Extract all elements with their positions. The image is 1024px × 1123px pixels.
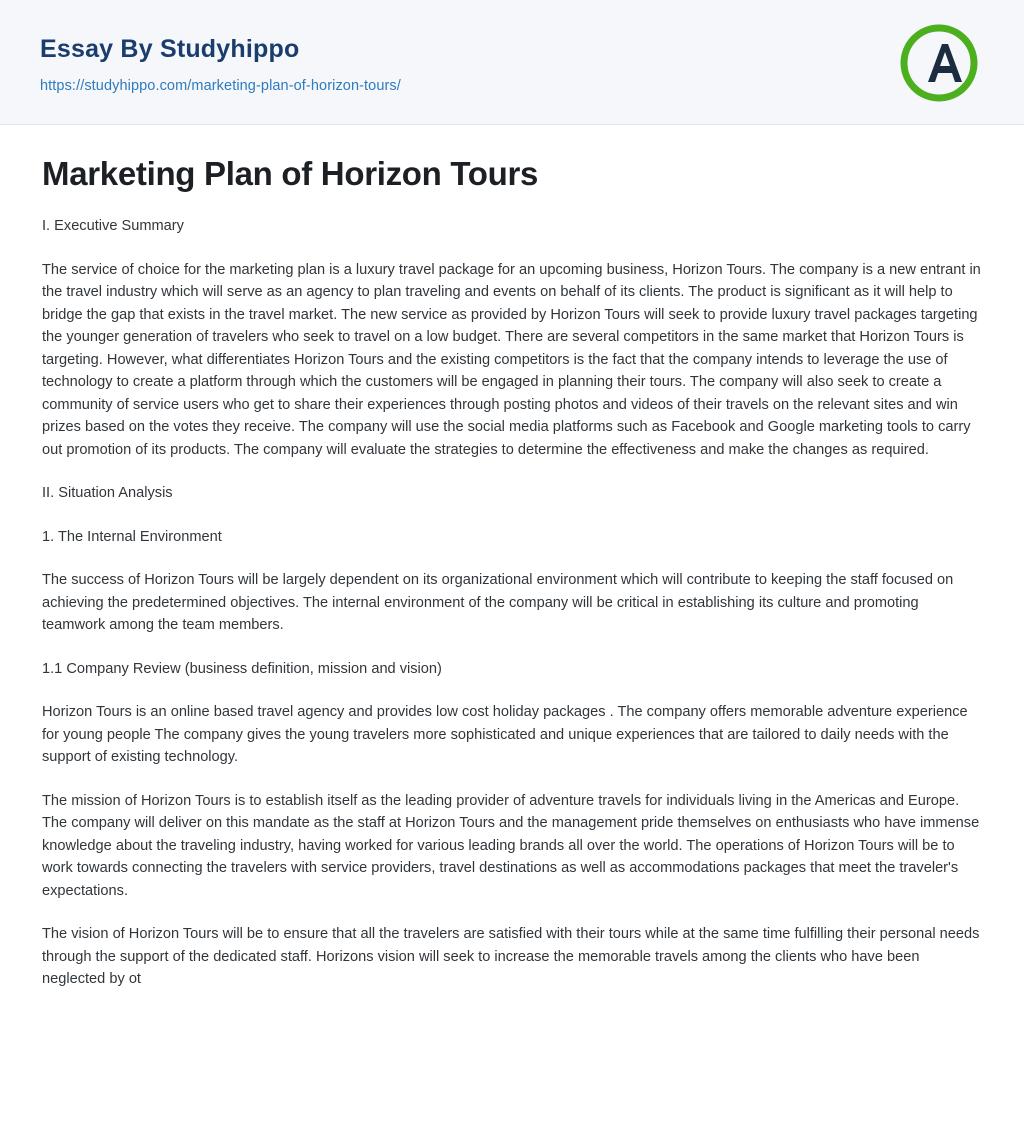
site-header xyxy=(0,0,1024,125)
paragraph-5: 1.1 Company Review (business definition, mission and vision) xyxy=(42,660,442,677)
paragraph-2: II. Situation Analysis xyxy=(42,485,173,501)
paragraph-3: 1. The Internal Environment xyxy=(42,528,222,545)
paragraph-8: The vision of Horizon Tours will be to ensure that all the travelers are satisfied with their tours while at the same time fulfilling their personal needs through the support of the dedicated staff. Horizons vision will seek to increase the memorable travels among the clients who have been neglected by ot xyxy=(42,926,980,987)
page-title: Marketing Plan of Horizon Tours xyxy=(42,155,539,192)
bottom-fade xyxy=(0,1083,1024,1123)
studyhippo-a-logo-icon xyxy=(898,22,980,104)
document-content xyxy=(0,125,1024,991)
paragraph-1: The service of choice for the marketing plan is a luxury travel package for an upcoming business, Horizon Tours. The company is a new entrant in the travel industry which will serve as an agency to plan traveling and events on behalf of its clients. The product is significant as it will help to bridge the gap that exists in the travel market. The new service as provided by Horizon Tours will seek to provide luxury travel packages targeting the younger generation of travelers who seek to travel on a low budget. There are several competitors in the same market that Horizon Tours is targeting. However, what differentiates Horizon Tours and the existing competitors is the fact that the company intends to leverage the use of technology to create a platform through which the customers will be engaged in planning their tours. The company will also seek to create a community of service users who get to share their experiences through posting photos and videos of their travels on the relevant sites and win prizes based on the votes they receive. The company will use the social media platforms such as Facebook and Google marketing tools to carry out promotion of its products. The company will evaluate the strategies to determine the effectiveness and make the changes as required. xyxy=(42,261,981,458)
paragraph-4: The success of Horizon Tours will be largely dependent on its organizational environment which will contribute to keeping the staff focused on achieving the predetermined objectives. The internal environment of the company will be critical in establishing its culture and promoting teamwork among the team members. xyxy=(42,572,954,633)
brand-title: Essay By Studyhippo xyxy=(40,35,300,63)
paragraph-0: I. Executive Summary xyxy=(42,218,184,234)
source-url[interactable]: https://studyhippo.com/marketing-plan-of-horizon-tours/ xyxy=(40,78,401,94)
paragraph-7: The mission of Horizon Tours is to establish itself as the leading provider of adventure travels for individuals living in the Americas and Europe. The company will deliver on this mandate as the staff at Horizon Tours and the management pride themselves on enthusiasts who have immense knowledge about the traveling industry, having worked for various leading brands all over the world. The operations of Horizon Tours will be to work towards connecting the travelers with service providers, travel destinations as well as accommodations packages that meet the traveler's expectations. xyxy=(42,792,980,899)
paragraph-6: Horizon Tours is an online based travel agency and provides low cost holiday packages . The company offers memorable adventure experience for young people The company gives the young travelers more sophisticated and unique experiences that are tailored to daily needs with the support of existing technology. xyxy=(42,704,968,765)
